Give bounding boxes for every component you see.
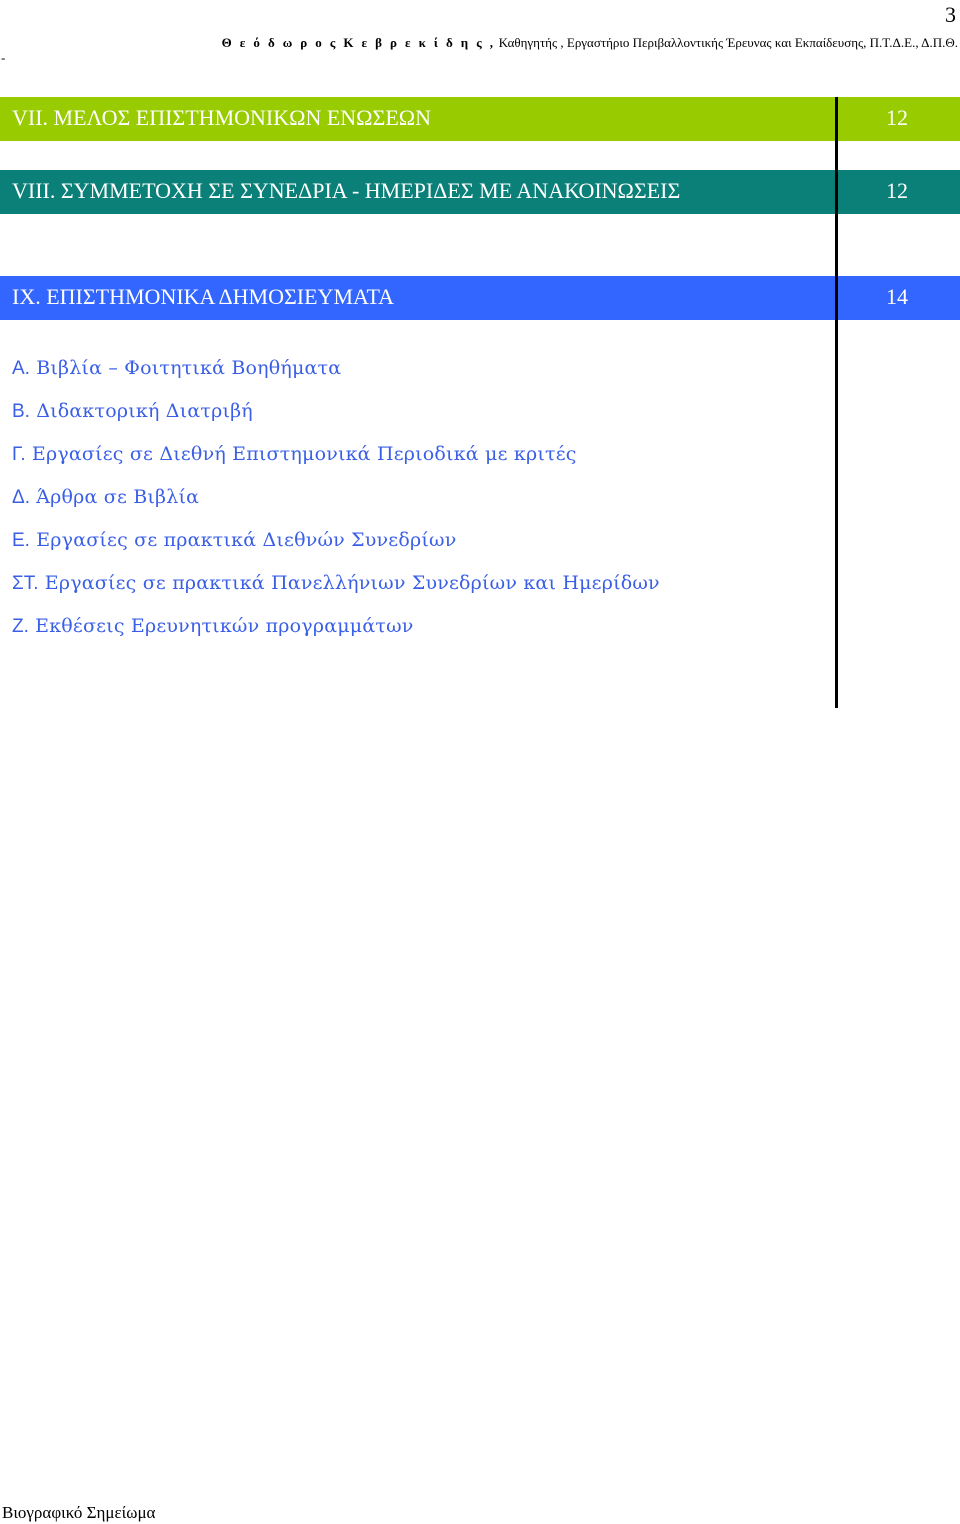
subsection-letter: Γ. [12, 444, 26, 465]
section-title: IX. ΕΠΙΣΤΗΜΟΝΙΚΑ ΔΗΜΟΣΙΕΥΜΑΤΑ [12, 284, 395, 309]
subsection-letter: ΣΤ. [12, 573, 39, 594]
page-number: 3 [945, 2, 956, 27]
author-affiliation: Καθηγητής , Εργαστήριο Περιβαλλοντικής Έρευνας και Εκπαίδευσης, Π.Τ.Δ.Ε., Δ.Π.Θ. [495, 35, 958, 50]
subsection-text: Διδακτορική Διατριβή [29, 400, 253, 422]
section-vii-bar[interactable] [0, 97, 960, 141]
header-dash: - [1, 50, 6, 65]
subsection-item-c[interactable] [12, 441, 660, 484]
section-page-number: 12 [886, 105, 908, 130]
subsection-item-z[interactable] [12, 613, 660, 656]
subsection-text: Εργασίες σε πρακτικά Διεθνών Συνεδρίων [29, 529, 457, 551]
subsection-letter: Ζ. [12, 616, 29, 637]
subsection-text: Άρθρα σε Βιβλία [29, 486, 200, 508]
section-viii-bar[interactable] [0, 170, 960, 214]
author-name: Θ ε ό δ ω ρ ο ς Κ ε β ρ ε κ ί δ η ς , [221, 35, 496, 50]
subsection-item-e[interactable] [12, 527, 660, 570]
page-column-divider [835, 97, 838, 708]
subsection-item-d[interactable] [12, 484, 660, 527]
subsection-letter: Ε. [12, 530, 30, 551]
section-title: VII. ΜΕΛΟΣ ΕΠΙΣΤΗΜΟΝΙΚΩΝ ΕΝΩΣΕΩΝ [12, 105, 432, 130]
subsection-text: Βιβλία – Φοιτητικά Βοηθήματα [29, 357, 342, 379]
section-title: VIII. ΣΥΜΜΕΤΟΧΗ ΣΕ ΣΥΝΕΔΡΙΑ - ΗΜΕΡΙΔΕΣ ΜΕ ΑΝΑΚΟΙΝΩΣΕΙΣ [12, 178, 681, 203]
subsection-letter: Δ. [12, 487, 30, 508]
subsection-letter: Β. [12, 401, 30, 422]
subsection-text: Εκθέσεις Ερευνητικών προγραμμάτων [28, 615, 414, 637]
section-page-number: 14 [886, 284, 908, 309]
section-ix-bar[interactable] [0, 276, 960, 320]
subsection-item-st[interactable] [12, 570, 660, 613]
footer-label: Βιογραφικό Σημείωμα [2, 1503, 156, 1522]
subsection-letter: Α. [12, 358, 30, 379]
subsection-list [12, 355, 660, 656]
subsection-text: Εργασίες σε πρακτικά Πανελλήνιων Συνεδρίων και Ημερίδων [38, 572, 660, 594]
subsection-text: Εργασίες σε Διεθνή Επιστημονικά Περιοδικά με κριτές [25, 443, 577, 465]
subsection-item-a[interactable] [12, 355, 660, 398]
subsection-item-b[interactable] [12, 398, 660, 441]
section-page-number: 12 [886, 178, 908, 203]
running-header [222, 35, 958, 51]
